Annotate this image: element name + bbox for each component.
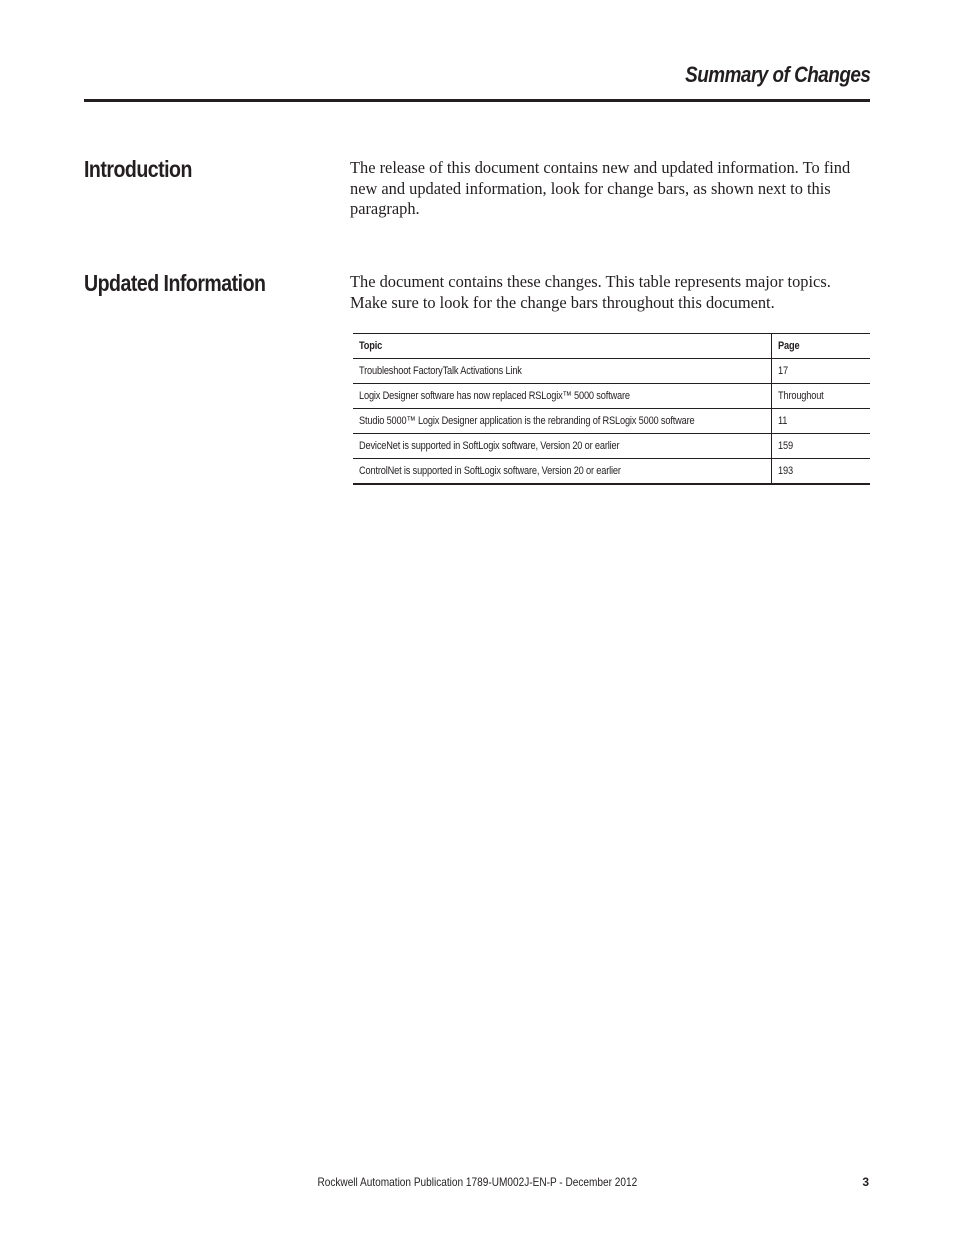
- table-header-row: [353, 334, 870, 359]
- changes-table: [353, 333, 870, 485]
- topic-cell: DeviceNet is supported in SoftLogix software, Version 20 or earlier: [353, 434, 772, 459]
- column-header-page: Page: [772, 334, 871, 359]
- topic-cell: Troubleshoot FactoryTalk Activations Link: [353, 359, 772, 384]
- footer-page-number: 3: [862, 1175, 869, 1189]
- introduction-heading: Introduction: [84, 156, 192, 182]
- updated-information-heading: Updated Information: [84, 270, 266, 296]
- topic-cell: Studio 5000™ Logix Designer application is the rebranding of RSLogix 5000 software: [353, 409, 772, 434]
- topic-cell: Logix Designer software has now replaced RSLogix™ 5000 software: [353, 384, 772, 409]
- updated-information-paragraph: The document contains these changes. This table represents major topics. Make sure to look for the change bars throughout this document.: [350, 272, 831, 312]
- page-cell: 159: [772, 434, 871, 459]
- topic-cell: ControlNet is supported in SoftLogix software, Version 20 or earlier: [353, 459, 772, 485]
- page-cell: 193: [772, 459, 871, 485]
- page-cell: 17: [772, 359, 871, 384]
- table-row: [353, 409, 870, 434]
- page-cell: 11: [772, 409, 871, 434]
- page-title: Summary of Changes: [684, 62, 870, 87]
- page-cell: Throughout: [772, 384, 871, 409]
- table-row: [353, 434, 870, 459]
- introduction-paragraph: The release of this document contains new and updated information. To find new and updated information, look for change bars, as shown next to this paragraph.: [350, 158, 851, 218]
- table-row: [353, 459, 870, 485]
- table-row: [353, 359, 870, 384]
- column-header-topic: Topic: [353, 334, 772, 359]
- table-row: [353, 384, 870, 409]
- header-rule: [84, 99, 870, 102]
- footer-publication: Rockwell Automation Publication 1789-UM002J-EN-P - December 2012: [317, 1175, 637, 1189]
